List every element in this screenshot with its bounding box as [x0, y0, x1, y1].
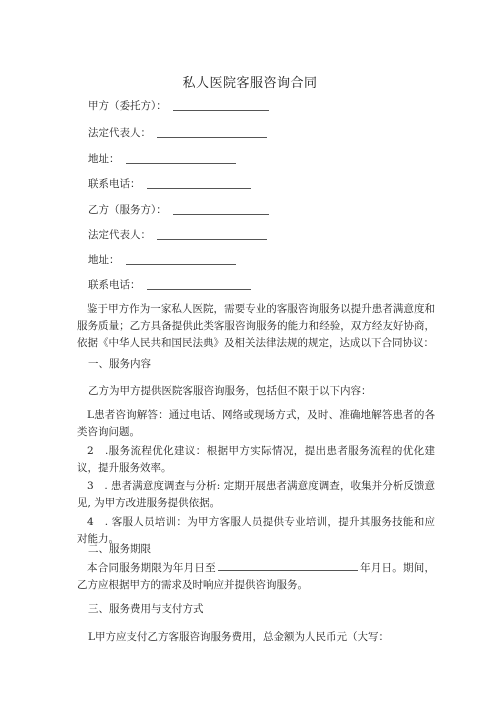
field-label: 地址：	[88, 254, 120, 266]
field-label: 法定代表人：	[88, 229, 151, 241]
document-title: 私人医院客服咨询合同	[182, 76, 318, 91]
party-a-phone-field	[88, 177, 251, 191]
fill-in-line	[147, 178, 251, 189]
field-label: 地址：	[88, 153, 120, 165]
service-item-4: 4 . 客服人员培训：为甲方客服人员提供专业培训，提升其服务技能和应对能力。	[77, 516, 435, 545]
service-term-paragraph	[77, 560, 435, 594]
service-item-1: L患者咨询解答：通过电话、网络或现场方式，及时、准确地解答患者的各类咨询问题。	[77, 409, 435, 438]
fill-in-line	[157, 229, 267, 240]
service-item-2: 2 .服务流程优化建议：根据甲方实际情况，提出患者服务流程的优化建议，提升服务效率。	[77, 445, 435, 474]
party-b-address-field	[88, 253, 236, 267]
party-a-name-field	[88, 99, 269, 113]
fill-in-line	[126, 153, 236, 164]
party-b-phone-field	[88, 278, 251, 292]
fill-in-line	[126, 254, 236, 265]
section-heading-fees-payment: 三、服务费用与支付方式	[88, 603, 204, 615]
fill-in-line	[173, 100, 269, 111]
party-b-name-field	[88, 203, 269, 217]
fee-item-1: L甲方应支付乙方客服咨询服务费用，总金额为人民币元（大写：	[88, 631, 389, 643]
fill-in-line	[218, 560, 358, 571]
field-label: 乙方（服务方）：	[88, 204, 167, 216]
field-label: 法定代表人：	[88, 127, 151, 139]
term-text-before: 本合同服务期限为年月日至	[87, 562, 216, 574]
field-label: 甲方（委托方）：	[88, 100, 167, 112]
party-a-address-field	[88, 152, 236, 166]
fill-in-line	[147, 279, 251, 290]
preamble-paragraph: 鉴于甲方作为一家私人医院，需要专业的客服咨询服务以提升患者满意度和服务质量；乙方具备提供此类客服咨询服务的能力和经验，双方经友好协商，依据《中华人民共和国民法典》及相关法律法规的规定，达成以下合同协议：	[77, 303, 435, 349]
section-heading-service-content: 一、服务内容	[88, 358, 151, 370]
field-label: 联系电话：	[88, 279, 141, 291]
service-item-3: 3 . 患者满意度调查与分析: 定期开展患者满意度调查，收集并分析反馈意见, 为甲方改进服务提供依据。	[77, 480, 435, 509]
fill-in-line	[173, 204, 269, 215]
section-heading-service-term: 二、服务期限	[88, 543, 151, 555]
section1-intro: 乙方为甲方提供医院客服咨询服务，包括但不限于以下内容：	[88, 385, 372, 397]
party-b-representative-field	[88, 228, 267, 242]
party-a-representative-field	[88, 126, 267, 140]
term-text-after: 年月日。期间，乙方应根据甲方的需求及时响应并提供咨询服务。	[77, 562, 436, 591]
field-label: 联系电话：	[88, 178, 141, 190]
fill-in-line	[157, 127, 267, 138]
